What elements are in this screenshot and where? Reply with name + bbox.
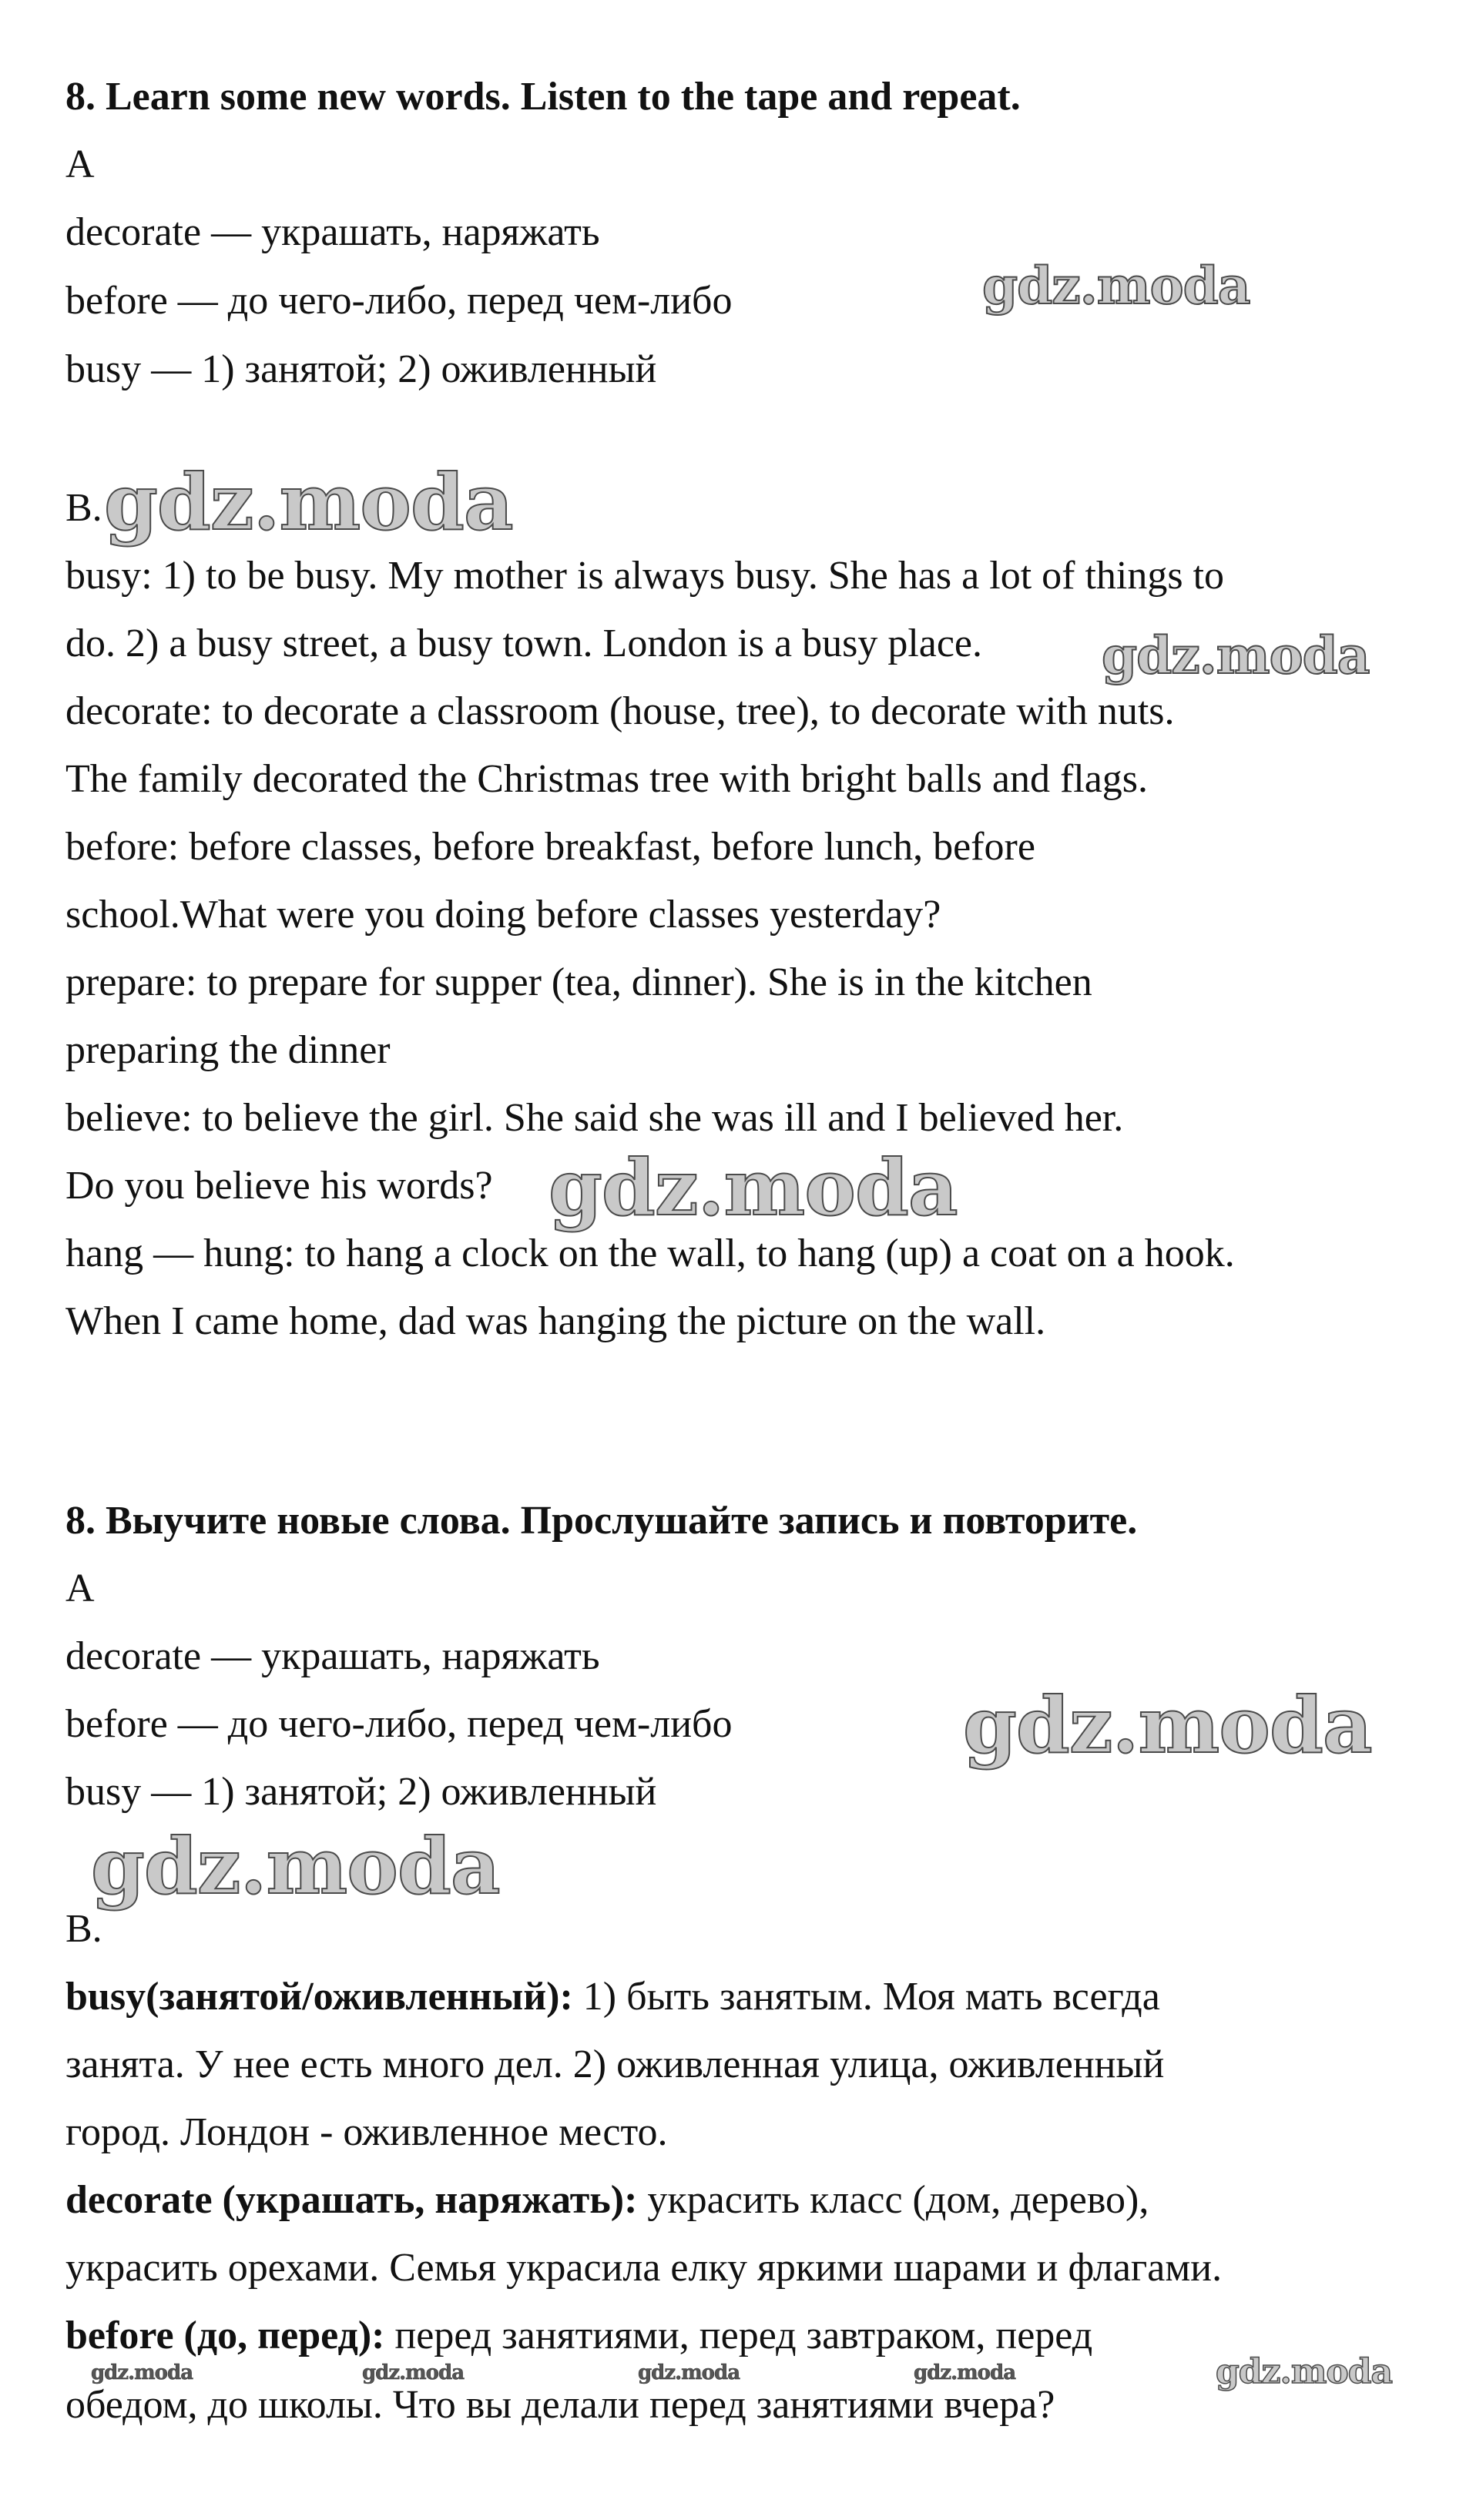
example-line-en: hang — hung: to hang a clock on the wall, to hang (up) a coat on a hook. [65, 1232, 1235, 1275]
vocab-definition-line: обедом, до школы. Что вы делали перед занятиями вчера? [65, 2383, 1055, 2427]
vocab-definition: украсить класс (дом, дерево), [637, 2178, 1149, 2222]
example-line-en: before: before classes, before breakfast, before lunch, before [65, 825, 1035, 869]
vocab-term: busy(занятой/оживленный): [65, 1975, 573, 2019]
watermark-logo: gdz.moda [362, 2361, 465, 2384]
watermark-logo: gdz.moda [914, 2361, 1016, 2384]
watermark-logo: gdz.moda [963, 1680, 1372, 1771]
example-line-en: school.What were you doing before classes yesterday? [65, 893, 941, 937]
part-a-label-ru: A [65, 1567, 95, 1610]
watermark-logo: gdz.moda [1216, 2352, 1393, 2391]
watermark-logo: gdz.moda [104, 457, 513, 548]
example-line-en: believe: to believe the girl. She said she was ill and I believed her. [65, 1096, 1124, 1140]
vocab-line-en: before — до чего-либо, перед чем-либо [65, 279, 733, 323]
vocab-definition-line: занята. У нее есть много дел. 2) оживленная улица, оживленный [65, 2042, 1165, 2086]
example-line-en: When I came home, dad was hanging the picture on the wall. [65, 1299, 1046, 1343]
vocab-term: before (до, перед): [65, 2314, 385, 2357]
example-line-en: prepare: to prepare for supper (tea, dinner). She is in the kitchen [65, 960, 1092, 1004]
vocab-entry-ru [65, 1974, 1160, 2020]
part-b-label-en: B. [65, 486, 102, 530]
exercise-title-en: 8. Learn some new words. Listen to the tape and repeat. [65, 75, 1021, 119]
watermark-logo: gdz.moda [91, 1821, 500, 1912]
example-line-en: preparing the dinner [65, 1028, 391, 1072]
watermark-logo: gdz.moda [1102, 625, 1370, 685]
example-line-en: busy: 1) to be busy. My mother is always busy. She has a lot of things to [65, 554, 1225, 598]
part-b-label-ru: B. [65, 1907, 102, 1951]
vocab-line-en: busy — 1) занятой; 2) оживленный [65, 347, 657, 391]
vocab-entry-ru [65, 2313, 1092, 2359]
vocab-line-ru: busy — 1) занятой; 2) оживленный [65, 1770, 657, 1814]
watermark-logo: gdz.moda [638, 2361, 740, 2384]
vocab-definition-line: город. Лондон - оживленное место. [65, 2110, 668, 2154]
watermark-logo: gdz.moda [982, 256, 1250, 316]
vocab-definition: перед занятиями, перед завтраком, перед [384, 2314, 1093, 2357]
vocab-term: decorate (украшать, наряжать): [65, 2178, 638, 2222]
example-line-en: do. 2) a busy street, a busy town. London is a busy place. [65, 622, 983, 665]
example-line-en: Do you believe his words? [65, 1164, 493, 1208]
exercise-title-ru: 8. Выучите новые слова. Прослушайте запись и повторите. [65, 1499, 1138, 1543]
vocab-line-ru: decorate — украшать, наряжать [65, 1634, 600, 1678]
watermark-logo: gdz.moda [548, 1142, 958, 1233]
vocab-entry-ru [65, 2177, 1149, 2223]
watermark-logo: gdz.moda [91, 2361, 193, 2384]
vocab-definition: 1) быть занятым. Моя мать всегда [572, 1975, 1160, 2019]
vocab-line-en: decorate — украшать, наряжать [65, 210, 600, 254]
vocab-definition-line: украсить орехами. Семья украсила елку яркими шарами и флагами. [65, 2246, 1223, 2290]
vocab-line-ru: before — до чего-либо, перед чем-либо [65, 1702, 733, 1746]
example-line-en: The family decorated the Christmas tree with bright balls and flags. [65, 757, 1149, 801]
example-line-en: decorate: to decorate a classroom (house, tree), to decorate with nuts. [65, 689, 1175, 733]
part-a-label-en: A [65, 142, 95, 186]
